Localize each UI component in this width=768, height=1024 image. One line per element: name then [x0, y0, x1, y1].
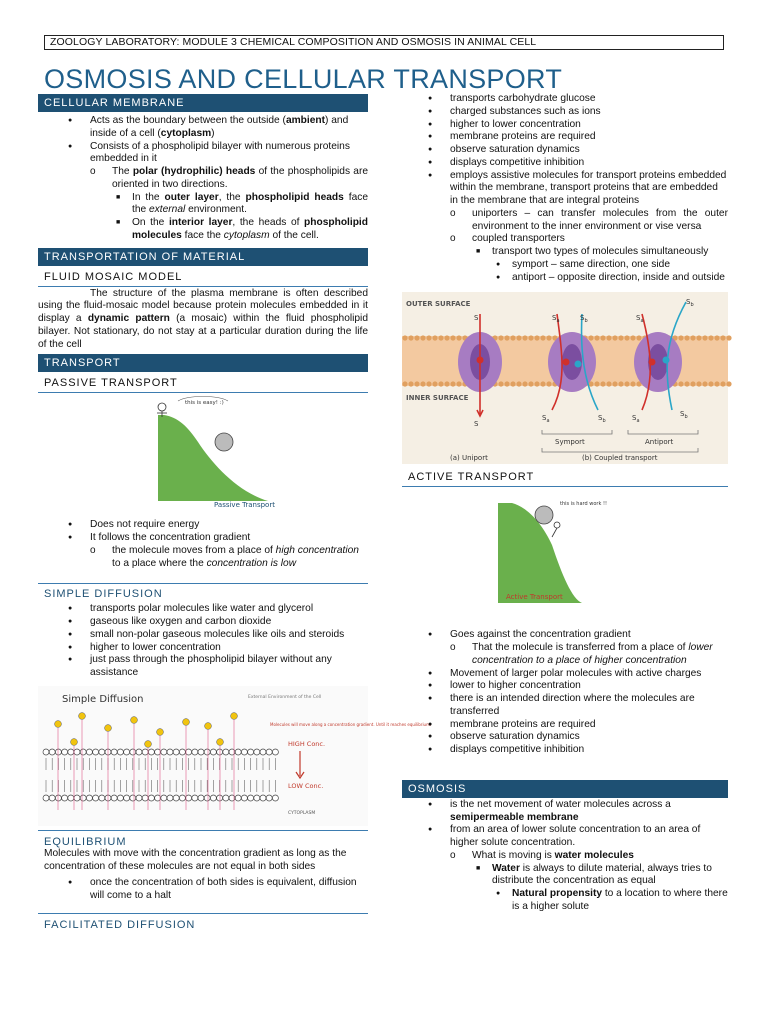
list-item: ● from an area of lower solute concentration to an area of higher solute concentration. o What is moving is water molecules ■ Water is always to dilute material, always tries to distribute the concentration as equal ● Natural propensity to a location to where there is a higher solute [402, 824, 728, 913]
uniport-s-bottom: S [474, 420, 479, 429]
list-item: ● displays competitive inhibition [402, 744, 728, 757]
passive-transport-heading: PASSIVE TRANSPORT [38, 374, 368, 393]
list-item: ● transports polar molecules like water and glycerol [38, 603, 368, 616]
list-item: ● membrane proteins are required [402, 131, 728, 144]
list-item: ● employs assistive molecules for transport proteins embedded within the membrane, transport proteins that are embedded in the membrane that are integral proteins o uniporters – can transfer molecules from the outer environment to the inner environment or vise versa o coupled transporters ■ transport two types of molecules simultaneously ● symport – same direction, one side ● antiport – opposite direction, inside and outside [402, 170, 728, 285]
right-column [402, 94, 728, 914]
outer-surface-label: OUTER SURFACE [406, 300, 471, 309]
list-item: ● Natural propensity to a location to where there is a higher solute [492, 888, 728, 914]
transport-heading: TRANSPORT [38, 354, 368, 372]
fluid-mosaic-paragraph: The structure of the plasma membrane is often described using the fluid-mosaic model because protein molecules embedded in it display a dynamic pattern (a mosaic) within the fluid phospholipid bilayer. Not stationary, do not stay at a particular duration during the life of the cell [38, 287, 368, 350]
list-item: o coupled transporters ■ transport two types of molecules simultaneously ● symport – same direction, one side ● antiport – opposite direction, inside and outside [450, 233, 728, 284]
diffusion-fig-title: Simple Diffusion [62, 693, 144, 705]
section-divider [38, 570, 368, 584]
list-item: o What is moving is water molecules ■ Water is always to dilute material, always tries to distribute the concentration as equal ● Natural propensity to a location to where there is a higher solute [450, 850, 728, 914]
list-item: ● once the concentration of both sides is equivalent, diffusion will come to a halt [38, 877, 368, 903]
diffusion-fig-env: External Environment of the Cell [248, 694, 322, 700]
list-item: ■ In the outer layer, the phospholipid heads face the external environment. [112, 192, 368, 218]
simple-diffusion-heading: SIMPLE DIFFUSION [44, 588, 163, 601]
list-item: ● Movement of larger polar molecules with active charges [402, 668, 728, 681]
active-bubble-text: this is hard work !! [560, 501, 607, 508]
list-item: ● higher to lower concentration [38, 642, 368, 655]
page-title: OSMOSIS AND CELLULAR TRANSPORT [44, 64, 563, 94]
antiport-sa-bottom: $S_a$ [632, 414, 640, 425]
diffusion-low: LOW Conc. [288, 781, 324, 790]
list-item: ■ Water is always to dilute material, always tries to distribute the concentration as equal ● Natural propensity to a location to where there is a higher solute [472, 863, 728, 914]
list-item: ● charged substances such as ions [402, 106, 728, 119]
list-item: o That the molecule is transferred from a place of lower concentration to a place of higher concentration [450, 642, 728, 668]
passive-transport-figure [38, 397, 368, 515]
uniport-s-top: S [474, 314, 479, 323]
list-item: ■ On the interior layer, the heads of phospholipid molecules face the cytoplasm of the cell. [112, 217, 368, 243]
facilitated-diffusion-heading: FACILITATED DIFFUSION [44, 918, 196, 931]
coupled-caption: (b) Coupled transport [582, 454, 658, 463]
cellular-membrane-heading: CELLULAR MEMBRANE [38, 94, 368, 112]
transporter-figure [402, 292, 728, 464]
symport-label: Symport [555, 438, 585, 447]
simple-diffusion-list [38, 603, 368, 680]
symport-sa-top: $S_a$ [552, 314, 560, 325]
list-item: ● It follows the concentration gradient o the molecule moves from a place of high concentration to a place where the concentration is low [38, 532, 368, 570]
active-transport-figure [402, 495, 728, 613]
transporter-illustration [402, 292, 728, 464]
list-item: o uniporters – can transfer molecules from the outer environment to the inner environment or vise versa [450, 208, 728, 234]
active-transport-heading: ACTIVE TRANSPORT [402, 468, 728, 487]
list-item: ● Consists of a phospholipid bilayer with numerous proteins embedded in it o The polar (hydrophilic) heads of the phospholipids are oriented in two directions. ■ In the outer layer, the phospholipid heads face the external environment. ■ On the interior layer, the heads of phospholipid molecules face the cytoplasm of the cell. [38, 141, 368, 243]
diffusion-high: HIGH Conc. [288, 739, 326, 748]
bilayer-illustration [38, 686, 432, 826]
list-item: o The polar (hydrophilic) heads of the phospholipids are oriented in two directions. ■ In the outer layer, the phospholipid heads face the external environment. ■ On the interior layer, the heads of phospholipid molecules face the cytoplasm of the cell. [90, 166, 368, 243]
list-item: ● membrane proteins are required [402, 719, 728, 732]
osmosis-heading: OSMOSIS [402, 780, 728, 798]
transportation-heading: TRANSPORTATION OF MATERIAL [38, 248, 368, 266]
symport-sb-bottom: $S_b$ [598, 414, 606, 425]
simple-diffusion-figure [38, 686, 432, 826]
antiport-sb-top: $S_b$ [686, 298, 694, 309]
equilibrium-heading: EQUILIBRIUM [44, 835, 127, 848]
list-item: ● antiport – opposite direction, inside and outside [492, 272, 728, 285]
list-item: ■ transport two types of molecules simultaneously ● symport – same direction, one side ● antiport – opposite direction, inside and outside [472, 246, 728, 284]
list-item: ● observe saturation dynamics [402, 731, 728, 744]
list-item: ● higher to lower concentration [402, 119, 728, 132]
list-item: ● Goes against the concentration gradient o That the molecule is transferred from a place of lower concentration to a place of higher concentration [402, 629, 728, 667]
diffusion-fig-note: Molecules will move along a concentration gradient. Until it reaches equilibrium. [270, 721, 432, 727]
equilibrium-paragraph: Molecules with move with the concentration gradient as long as the concentration of these molecules are not equal in both sides [44, 847, 347, 872]
module-banner: ZOOLOGY LABORATORY: MODULE 3 CHEMICAL COMPOSITION AND OSMOSIS IN ANIMAL CELL [44, 35, 724, 50]
antiport-sa-top: $S_a$ [636, 314, 644, 325]
list-item: ● is the net movement of water molecules across a semipermeable membrane [402, 799, 728, 825]
list-item: ● Does not require energy [38, 519, 368, 532]
list-item: ● Acts as the boundary between the outside (ambient) and inside of a cell (cytoplasm) [38, 115, 368, 141]
list-item: ● just pass through the phospholipid bilayer without any assistance [38, 654, 368, 680]
list-item: ● there is an intended direction where the molecules are transferred [402, 693, 728, 719]
list-item: ● observe saturation dynamics [402, 144, 728, 157]
diffusion-cyto: CYTOPLASM [288, 810, 316, 816]
antiport-sb-bottom: $S_b$ [680, 410, 688, 421]
symport-sb-top: $S_b$ [580, 314, 588, 325]
list-item: ● gaseous like oxygen and carbon dioxide [38, 616, 368, 629]
passive-hill-illustration [38, 397, 368, 515]
active-hill-illustration [402, 495, 728, 613]
list-item: ● symport – same direction, one side [492, 259, 728, 272]
uniport-caption: (a) Uniport [450, 454, 488, 463]
passive-bubble-text: this is easy! :) [185, 400, 224, 407]
inner-surface-label: INNER SURFACE [406, 394, 469, 403]
list-item: ● lower to higher concentration [402, 680, 728, 693]
list-item: ● transports carbohydrate glucose [402, 93, 728, 106]
symport-sa-bottom: $S_a$ [542, 414, 550, 425]
list-item: ● displays competitive inhibition [402, 157, 728, 170]
list-item: ● small non-polar gaseous molecules like oils and steroids [38, 629, 368, 642]
fluid-mosaic-heading: FLUID MOSAIC MODEL [38, 268, 368, 287]
list-item: o the molecule moves from a place of high concentration to a place where the concentration is low [90, 545, 368, 571]
passive-caption: Passive Transport [214, 501, 275, 510]
active-caption: Active Transport [506, 593, 563, 602]
antiport-label: Antiport [645, 438, 674, 447]
left-column [38, 94, 432, 934]
